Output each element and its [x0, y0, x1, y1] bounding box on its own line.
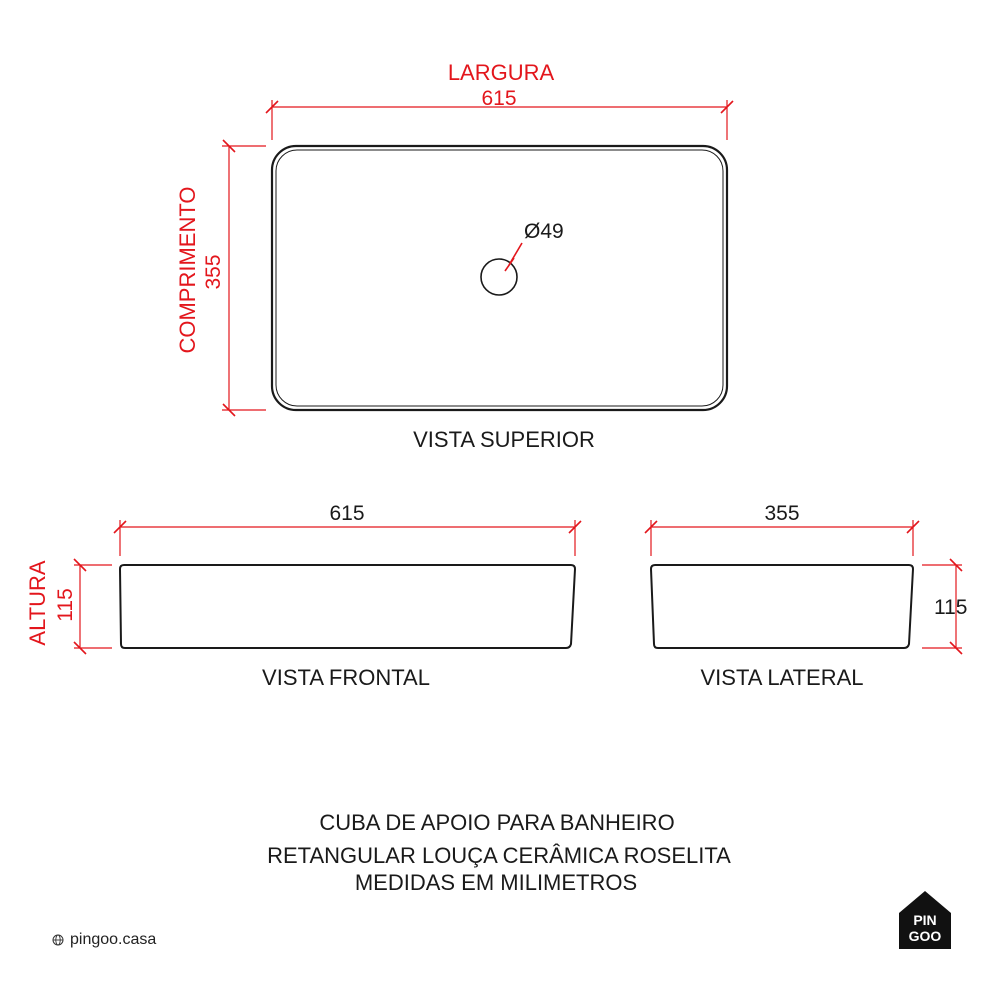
logo-text-bottom: GOO: [908, 928, 942, 944]
website-text: pingoo.casa: [70, 931, 157, 948]
description-line-2: RETANGULAR LOUÇA CERÂMICA ROSELITA: [267, 843, 731, 868]
length-label: COMPRIMENTO: [175, 186, 200, 354]
side-view-name: VISTA LATERAL: [700, 665, 864, 690]
globe-icon: [52, 934, 64, 946]
top-view-inner-outline: [276, 150, 723, 406]
front-width-value: 615: [329, 502, 365, 525]
pingoo-logo: [899, 891, 951, 949]
drain-hole: [481, 259, 517, 295]
front-height-value: 115: [54, 588, 77, 622]
top-view-name: VISTA SUPERIOR: [413, 427, 595, 452]
top-width-value: 615: [481, 87, 517, 110]
front-view: [25, 502, 581, 690]
top-view: [175, 60, 733, 452]
front-view-outline: [120, 565, 575, 648]
width-label: LARGURA: [447, 60, 555, 85]
side-width-value: 355: [764, 502, 800, 525]
top-view-outer-outline: [272, 146, 727, 410]
front-view-name: VISTA FRONTAL: [262, 665, 430, 690]
logo-text-top: PIN: [913, 912, 937, 928]
top-length-value: 355: [202, 254, 225, 290]
side-height-value: 115: [934, 596, 968, 619]
side-view-outline: [651, 565, 913, 648]
website-link[interactable]: [52, 929, 156, 951]
description-line-1: CUBA DE APOIO PARA BANHEIRO: [319, 810, 675, 835]
description-line-3: MEDIDAS EM MILIMETROS: [354, 870, 638, 895]
drain-diameter-label: Ø49: [524, 220, 564, 243]
side-view: [645, 502, 967, 690]
product-description: [267, 810, 731, 895]
height-label: ALTURA: [25, 560, 50, 646]
